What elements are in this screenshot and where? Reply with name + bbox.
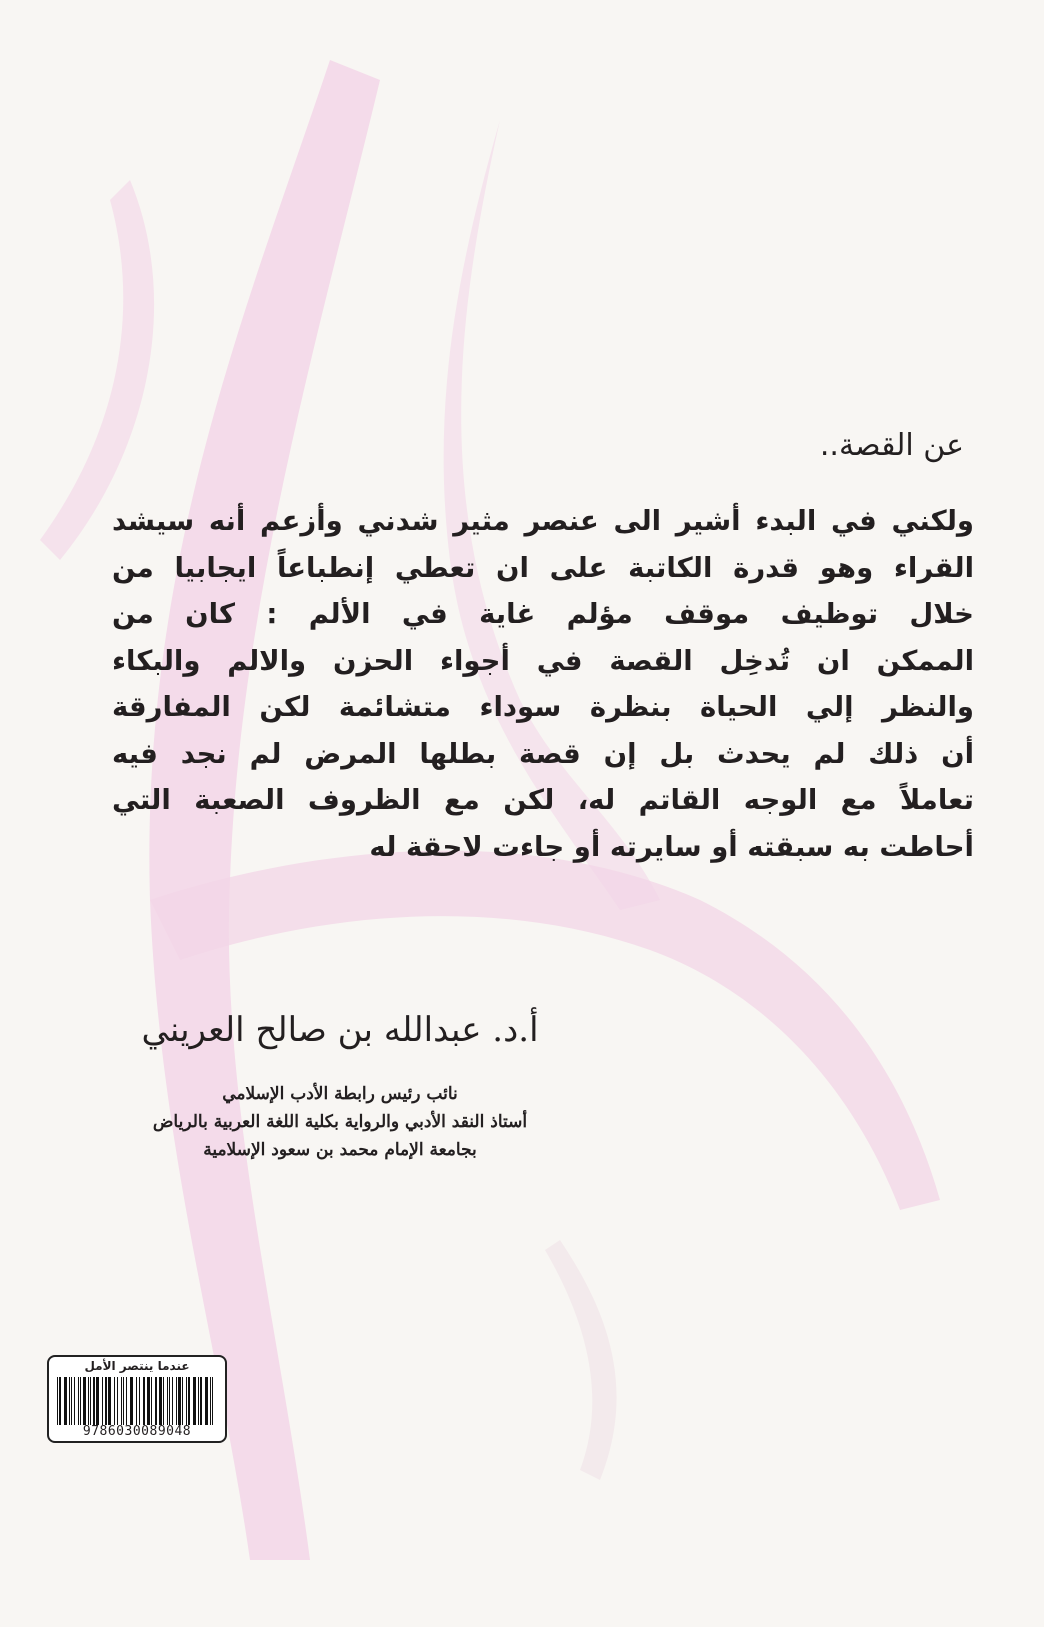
barcode-bar <box>163 1377 164 1425</box>
barcode-bar <box>169 1377 170 1425</box>
barcode-bar <box>121 1377 122 1425</box>
barcode-bar <box>139 1377 140 1425</box>
barcode-bar <box>74 1377 75 1425</box>
barcode-bar <box>178 1377 181 1425</box>
barcode-bar <box>90 1377 91 1425</box>
barcode-bar <box>71 1377 72 1425</box>
barcode-bar <box>143 1377 145 1425</box>
barcode-bar <box>159 1377 162 1425</box>
text-line: أحاطت به سبقته أو سايرته أو جاءت لاحقة له <box>369 830 974 863</box>
barcode-bar <box>88 1377 89 1425</box>
barcode-bar <box>176 1377 177 1425</box>
isbn-number: 9786030089048 <box>82 1424 192 1439</box>
barcode-bar <box>96 1377 99 1425</box>
text-line: والنظر إلي الحياة بنظرة سوداء متشائمة لكن المفارقة <box>112 691 974 723</box>
barcode-bar <box>126 1377 127 1425</box>
barcode-bar <box>200 1377 202 1425</box>
barcode-bar <box>136 1377 137 1425</box>
barcode-bar <box>130 1377 133 1425</box>
author-role: بجامعة الإمام محمد بن سعود الإسلامية <box>203 1140 477 1160</box>
barcode-bar <box>78 1377 79 1425</box>
barcode-bar <box>93 1377 95 1425</box>
barcode-bar <box>57 1377 58 1425</box>
barcode-bar <box>212 1377 213 1425</box>
barcode-bar <box>147 1377 150 1425</box>
author-roles <box>100 1080 580 1164</box>
text-line: خلال توظيف موقف مؤلم غاية في الألم : كان من <box>112 598 974 630</box>
barcode-bar <box>151 1377 152 1425</box>
text-line: القراء وهو قدرة الكاتبة على ان تعطي إنطباعاً ايجابيا من <box>112 551 974 584</box>
barcode-bar <box>155 1377 157 1425</box>
barcode-bar <box>182 1377 183 1425</box>
barcode-bar <box>83 1377 86 1425</box>
barcode-bars <box>57 1377 217 1425</box>
barcode-bar <box>172 1377 173 1425</box>
text-line: تعاملاً مع الوجه القاتم له، لكن مع الظروف الصعبة التي <box>112 784 974 816</box>
text-line: الممكن ان تُدخِل القصة في أجواء الحزن والالم والبكاء <box>112 644 974 677</box>
isbn-barcode <box>47 1355 227 1443</box>
section-heading: عن القصة.. <box>819 428 964 463</box>
text-line: أن ذلك لم يحدث بل إن قصة بطلها المرض لم نجد فيه <box>112 737 974 770</box>
barcode-bar <box>205 1377 208 1425</box>
barcode-bar <box>102 1377 103 1425</box>
barcode-bar <box>108 1377 111 1425</box>
barcode-bar <box>80 1377 81 1425</box>
barcode-bar <box>167 1377 168 1425</box>
barcode-bar <box>186 1377 187 1425</box>
barcode-bar <box>105 1377 107 1425</box>
text-line: ولكني في البدء أشير الى عنصر مثير شدني وأزعم أنه سيشد <box>112 505 974 537</box>
author-role: نائب رئيس رابطة الأدب الإسلامي <box>222 1084 458 1104</box>
barcode-book-title: عندما ينتصر الأمل <box>84 1359 190 1373</box>
barcode-bar <box>210 1377 211 1425</box>
barcode-bar <box>114 1377 115 1425</box>
author-name: أ.د. عبدالله بن صالح العريني <box>141 1010 539 1050</box>
barcode-bar <box>117 1377 118 1425</box>
review-text <box>112 498 974 870</box>
author-role: أستاذ النقد الأدبي والرواية بكلية اللغة العربية بالرياض <box>152 1112 528 1132</box>
barcode-bar <box>193 1377 196 1425</box>
barcode-bar <box>188 1377 190 1425</box>
barcode-bar <box>59 1377 61 1425</box>
barcode-bar <box>69 1377 70 1425</box>
barcode-bar <box>123 1377 124 1425</box>
barcode-bar <box>198 1377 199 1425</box>
barcode-bar <box>64 1377 67 1425</box>
